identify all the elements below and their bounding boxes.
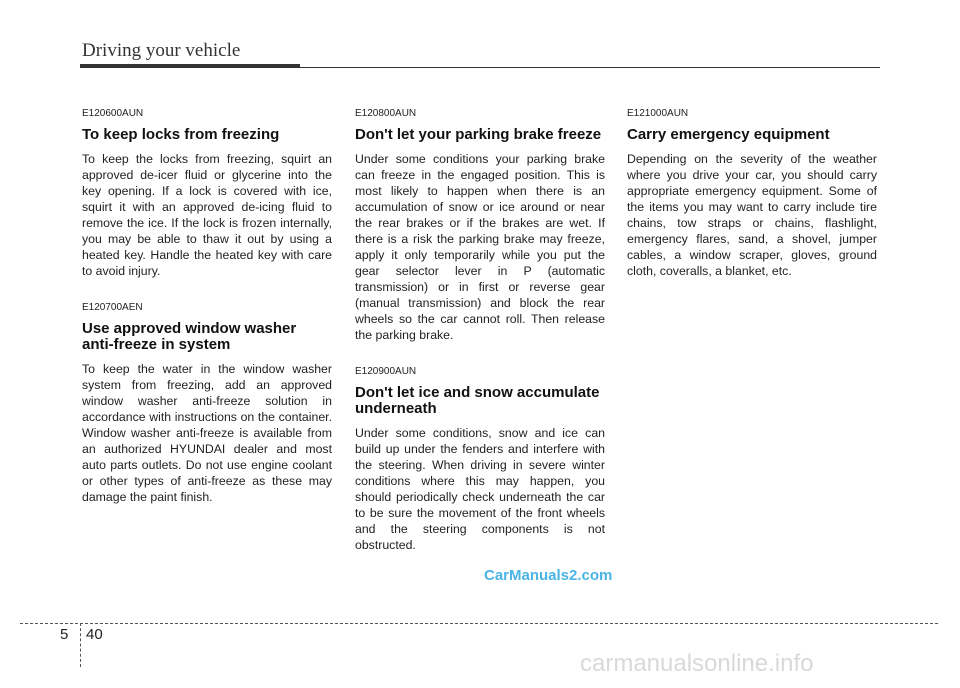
section-body: Under some conditions your parking brake can freeze in the engaged position. This is most likely to happen when there is an accumulation of snow or ice around or near the rear brakes or if the brakes are wet. If there is a risk the parking brake may freeze, apply it only temporarily while you put the gear selector lever in P (automatic transmission) or in first or reverse gear (manual transmission) and block the rear wheels so the car cannot roll. Then release the parking brake.	[355, 152, 605, 342]
section-code: E120700AEN	[82, 302, 143, 313]
footer-dashed-divider	[80, 623, 81, 667]
section-code: E120900AUN	[355, 366, 417, 377]
section-code: E121000AUN	[627, 108, 689, 119]
section-washer	[82, 302, 332, 505]
watermark-link[interactable]: CarManuals2.com	[484, 567, 613, 584]
site-watermark: carmanualsonline.info	[580, 650, 814, 677]
section-body: To keep the locks from freezing, squirt an approved de-icer fluid or glycerine into the key opening. If a lock is covered with ice, squirt it with an approved de-icing fluid to remove the ice. If the lock is frozen internally, you may be able to thaw it out by using a heated key. Handle the heated key with care to avoid injury.	[82, 152, 332, 278]
section-body: Depending on the severity of the weather where you drive your car, you should carry appropriate emergency equipment. Some of the items you may want to carry include tire chains, tow straps or chains, flashlight, emergency flares, sand, a shovel, jumper cables, a window scraper, gloves, ground cloth, coveralls, a blanket, etc.	[627, 152, 877, 278]
section-heading: Carry emergency equipment	[627, 126, 830, 143]
section-ice-snow	[355, 366, 605, 553]
header-rule-thin	[80, 67, 880, 68]
section-heading: Don't let your parking brake freeze	[355, 126, 602, 143]
section-code: E120600AUN	[82, 108, 144, 119]
section-heading: Don't let ice and snow accumulate underneath	[355, 384, 600, 417]
section-heading: To keep locks from freezing	[82, 126, 280, 143]
section-locks	[82, 108, 332, 279]
section-code: E120800AUN	[355, 108, 417, 119]
section-body: To keep the water in the window washer system from freezing, add an approved window washer anti-freeze solution in accordance with instructions on the container. Window washer anti-freeze is available from an authorized HYUNDAI dealer and most auto parts outlets. Do not use engine coolant or other types of anti-freeze as these may damage the paint finish.	[82, 362, 332, 504]
section-parking-brake	[355, 108, 605, 343]
section-body: Under some conditions, snow and ice can build up under the fenders and interfere with the steering. When driving in severe winter conditions where this may happen, you should periodically check underneath the car to be sure the movement of the front wheels and the steering components is not obstructed.	[355, 426, 605, 552]
footer-dashed-rule	[20, 623, 938, 624]
page-header-title: Driving your vehicle	[82, 40, 241, 61]
chapter-number: 5	[60, 626, 69, 643]
section-heading: Use approved window washer anti-freeze in system	[82, 320, 297, 353]
section-emergency	[627, 108, 877, 279]
column-1	[82, 108, 332, 528]
column-3	[627, 108, 877, 302]
column-2	[355, 108, 605, 576]
page-number: 40	[86, 626, 103, 643]
